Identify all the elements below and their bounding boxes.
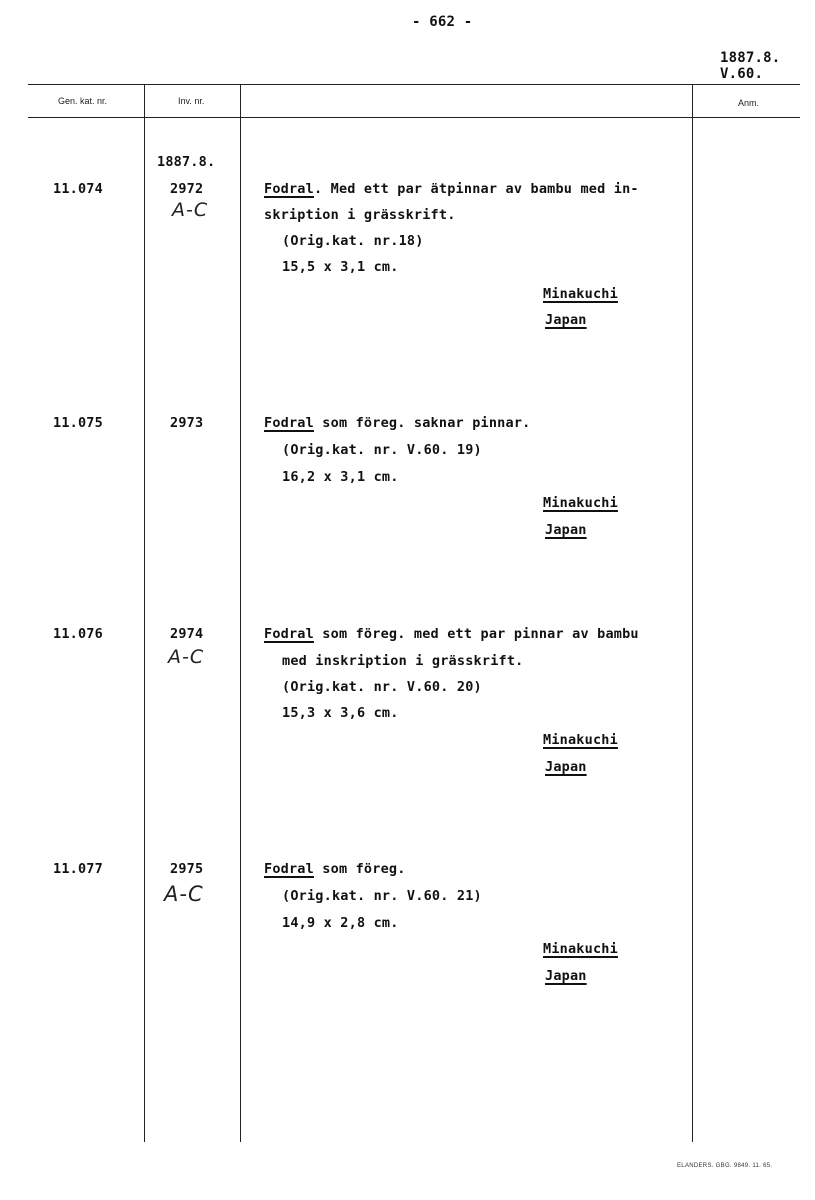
entry-line-1	[264, 626, 639, 642]
entry-dimensions: 14,9 x 2,8 cm.	[282, 915, 399, 931]
printer-mark: ELANDERS. GBG. 9849. 11. 65.	[677, 1163, 773, 1169]
entry-country: Japan	[545, 968, 587, 984]
entry-country: Japan	[545, 312, 587, 328]
entry-text: som föreg. med ett par pinnar av bambu	[313, 626, 639, 642]
gen-number: 11.075	[53, 415, 103, 431]
entry-title: Fodral	[264, 181, 314, 197]
entry-country: Japan	[545, 759, 587, 775]
entry-text: som föreg.	[313, 861, 406, 877]
inv-number: 2972	[170, 181, 204, 197]
entry-line-1	[264, 415, 531, 431]
inv-number: 2974	[170, 626, 204, 642]
gen-number: 11.074	[53, 181, 103, 197]
entry-line-2: (Orig.kat. nr. V.60. 21)	[282, 888, 482, 904]
entry-line-1	[264, 181, 639, 197]
gen-number: 11.077	[53, 861, 103, 877]
column-header-gen: Gen. kat. nr.	[58, 96, 108, 106]
entry-country: Japan	[545, 522, 587, 538]
entry-text: . Med ett par ätpinnar av bambu med in-	[313, 181, 639, 197]
collection-ref-code: V.60.	[720, 66, 764, 82]
entry-dimensions: 16,2 x 3,1 cm.	[282, 469, 399, 485]
gen-number: 11.076	[53, 626, 103, 642]
handwritten-note: A-C	[172, 199, 209, 221]
entry-line-3: (Orig.kat. nr.18)	[282, 233, 424, 249]
entry-dimensions: 15,5 x 3,1 cm.	[282, 259, 399, 275]
column-divider-gen	[144, 84, 145, 1142]
entry-title: Fodral	[264, 415, 314, 431]
entry-text: som föreg. saknar pinnar.	[313, 415, 531, 431]
column-header-anm: Anm.	[738, 98, 760, 108]
column-header-inv: Inv. nr.	[178, 96, 205, 106]
collection-ref-year: 1887.8.	[720, 50, 781, 66]
entry-line-2: skription i grässkrift.	[264, 207, 456, 223]
entry-line-2: (Orig.kat. nr. V.60. 19)	[282, 442, 482, 458]
entry-place: Minakuchi	[543, 495, 618, 511]
entry-title: Fodral	[264, 861, 314, 877]
group-year: 1887.8.	[157, 154, 216, 170]
entry-dimensions: 15,3 x 3,6 cm.	[282, 705, 399, 721]
handwritten-note: A-C	[164, 882, 204, 906]
inv-number: 2975	[170, 861, 204, 877]
page-number: - 662 -	[412, 14, 473, 30]
column-divider-inv	[240, 84, 241, 1142]
entry-line-3: (Orig.kat. nr. V.60. 20)	[282, 679, 482, 695]
entry-place: Minakuchi	[543, 286, 618, 302]
entry-place: Minakuchi	[543, 732, 618, 748]
handwritten-note: A-C	[168, 646, 205, 668]
column-divider-anm	[692, 84, 693, 1142]
inv-number: 2973	[170, 415, 204, 431]
entry-line-2: med inskription i grässkrift.	[282, 653, 524, 669]
entry-line-1	[264, 861, 406, 877]
entry-title: Fodral	[264, 626, 314, 642]
entry-place: Minakuchi	[543, 941, 618, 957]
